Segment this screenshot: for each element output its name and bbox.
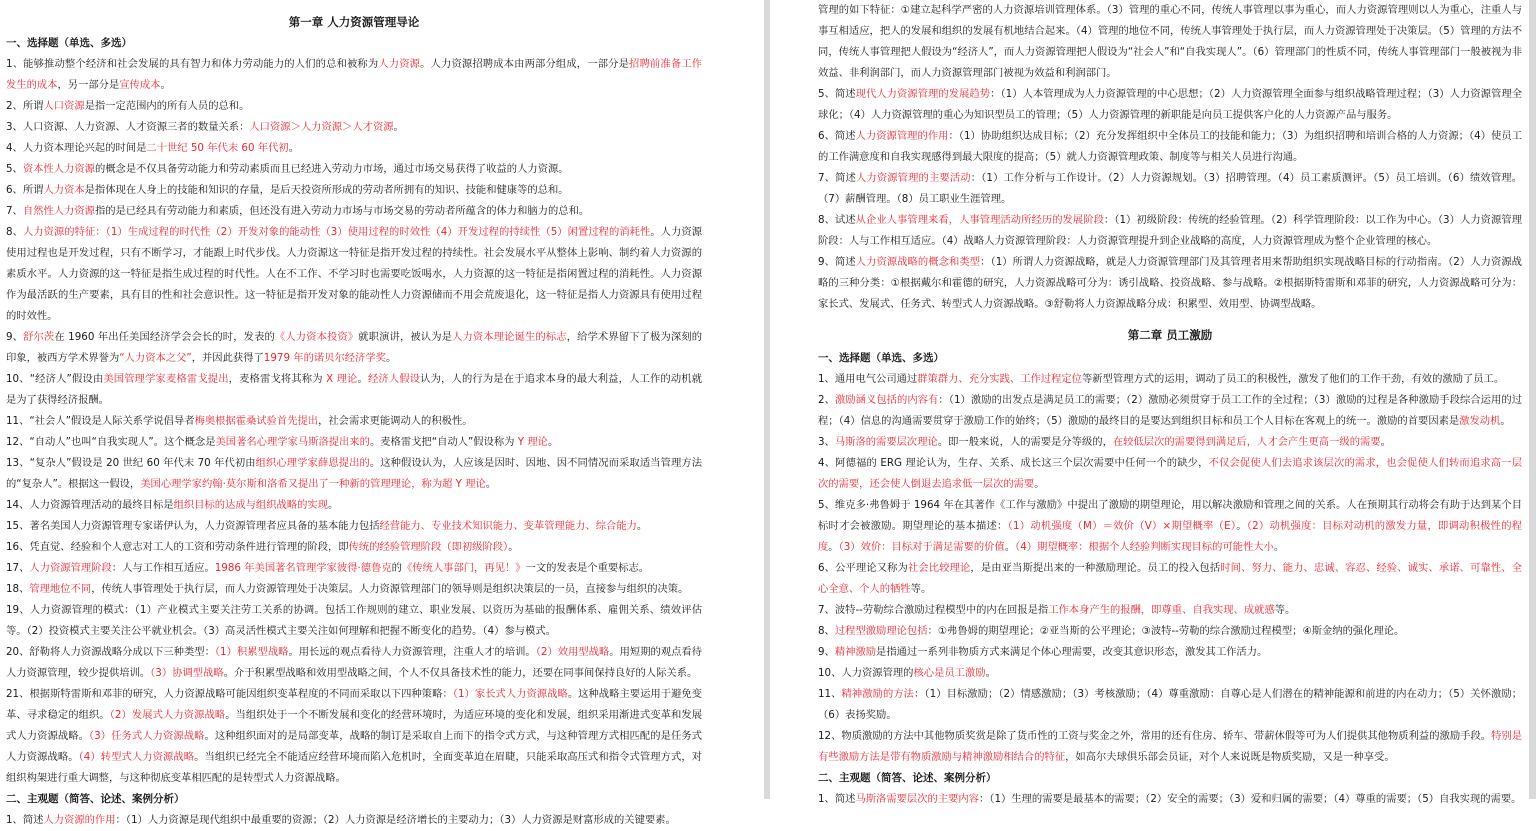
question-text: 。 <box>828 541 839 553</box>
question-text: 等新型管理方式的运用，调动了员工的积极性，激发了他们的工作干劲，有效的激励了员工。 <box>1081 373 1505 385</box>
question-text: 。 <box>160 79 171 91</box>
question-text: 21、根据斯特雷斯和邓菲的研究，人力资源战略可能因组织变革程度的不同而采取以下四种策略： <box>6 688 453 700</box>
question-item <box>818 621 1522 642</box>
highlighted-answer: 舒尔茨 <box>23 331 55 343</box>
subjective-question-list <box>6 810 702 831</box>
question-text: 14、人力资源管理活动的最终目标是 <box>6 499 174 511</box>
question-text: 。 <box>985 667 996 679</box>
highlighted-answer: （2）发展式人力资源战略 <box>109 709 226 721</box>
question-text: ：（1）激励的出发点是满足员工的需要；（2）激励必须贯穿于员工工作的全过程；（3）激励的过程是各种激励手段综合运用的过程；（4）信息的沟通需要贯穿于激励工作的始终；（5）激励的最终目的是要达到组织目标和员工个人目标在客观上的统一。激励的首要因素是 <box>818 394 1523 427</box>
question-text: 6、公平理论又称为 <box>818 562 908 574</box>
question-item <box>818 558 1522 600</box>
question-text: 5、维克多·弗鲁姆于 1964 年在其著作《工作与激励》中提出了激励的期望理论，用以解决激励和管理之间的关系。人在预期其行动将会有助于达到某个目标时才会被激励。期望理论的基本描述： <box>818 499 1522 532</box>
question-text: 。 <box>485 478 497 490</box>
highlighted-answer: 经营能力、专业技术知识能力、变革管理能力、综合能力 <box>379 520 637 532</box>
highlighted-answer: 《传统人事部门，再见！》 <box>401 562 526 574</box>
question-item <box>818 252 1522 315</box>
highlighted-answer: 宣传成本 <box>119 79 161 91</box>
question-item <box>6 117 702 138</box>
question-text: 2、所谓 <box>6 100 44 112</box>
highlighted-answer: “人力资本之父” <box>119 352 192 364</box>
question-item <box>6 369 702 411</box>
highlighted-answer: 人口资源＞人力资源＞人才资源 <box>249 121 394 133</box>
question-text: 15、著名美国人力资源管理专家诺伊认为，人力资源管理者应具备的基本能力包括 <box>6 520 380 532</box>
question-text: 7、波特--劳勒综合激励过程模型中的内在回报是指 <box>818 604 1049 616</box>
question-item <box>818 642 1522 663</box>
question-text: 。介于积累型战略和效用型战略之间，个人不仅具备技术性的能力，还要在同事间保持良好的人际关系。 <box>223 667 698 679</box>
question-item <box>818 210 1522 252</box>
highlighted-answer: （1）家长式人力资源战略 <box>452 688 568 700</box>
highlighted-answer: 精神激励的方法 <box>841 688 915 700</box>
question-text: 是指通过一系列非物质方式来满足个体心理需要，改变其意识形态，激发其工作活力。 <box>876 646 1268 658</box>
question-text: 。 <box>1273 541 1285 553</box>
question-text: 8、 <box>6 226 23 238</box>
question-text: ，如高尔夫球俱乐部会员证，对个人来说既是物质奖励，又是一种享受。 <box>1065 751 1395 763</box>
question-text: 17、 <box>6 562 30 574</box>
question-item <box>6 54 702 96</box>
highlighted-answer: 群策群力、充分实践、工作过程定位 <box>917 373 1082 385</box>
scrollbar-track[interactable] <box>1529 0 1536 799</box>
question-item <box>818 495 1522 558</box>
question-text: ，并因此获得了 <box>191 352 264 364</box>
question-text: 8、试述 <box>818 214 856 226</box>
question-text: 9、 <box>6 331 24 343</box>
question-text: ，是由亚当斯提出来的一种激励理论。员工的投入包括 <box>970 562 1221 574</box>
highlighted-answer: 时间、努力、能力、忠诚、容忍、经验、诚实、承诺、可靠性、全心全意、个人的牺牲 <box>818 562 1523 595</box>
question-text: 13、“复杂人”假设是 20 世纪 60 年代末 70 年代初由 <box>6 457 256 469</box>
question-item <box>6 96 702 117</box>
question-text: 一文的发表是个重要标志。 <box>525 562 650 574</box>
question-text: ：（1）初级阶段：传统的经验管理。（2）科学管理阶段：以工作为中心。（3）人力资源管理阶段：人与工作相互适应。（4）战略人力资源管理阶段：人力资源管理提升到企业战略的高度，人力资源管理成为整个企业管理的核心。 <box>818 214 1523 247</box>
question-text: 。 <box>1004 541 1016 553</box>
highlighted-answer: 1986 年美国著名管理学家彼得·德鲁克 <box>214 562 392 574</box>
highlighted-answer: 核心是员工激励 <box>913 667 986 679</box>
question-text: 4、阿德福的 ERG 理论认为，生存、关系、成长这三个层次需要中任何一个的缺少， <box>818 457 1209 469</box>
question-item <box>818 0 1522 84</box>
question-text: 。 <box>288 142 299 154</box>
question-list <box>818 369 1522 768</box>
highlighted-answer: 现代人力资源管理的发展趋势 <box>855 88 991 100</box>
question-item <box>6 579 702 600</box>
question-text: 11、 <box>818 688 842 700</box>
question-text: 2、 <box>818 394 835 406</box>
question-text: 19、人力资源管理的模式：（1）产业模式主要关注劳工关系的协调。包括工作规则的建立、职业发展、以资历为基础的报酬体系、雇佣关系、绩效评估等。（2）投资模式主要关注公平就业机会。（3）高灵活性模式主要关注如何理解和把握不断变化的趋势。（4）参与模式。 <box>6 604 702 637</box>
question-text: ：（1）所谓人力资源战略，就是人力资源管理部门及其管理者用来帮助组织实现战略目标的行动指南。（2）人力资源战略的三种分类：①根据戴尔和霍德的研究，人力资源战略可分为：诱引战略、投资战略、参与战略。②根据斯特雷斯和邓菲的研究，人力资源战略可分为：家长式、发展式、任务式、转型式人力资源战略。③舒勒将人力资源战略分成：积累型、效用型、协调型战略。 <box>818 256 1522 310</box>
right-document-page <box>812 0 1528 805</box>
question-item <box>818 432 1522 453</box>
question-text: 认为，人的行为是在于追求本身的最大利益，人工作的动机就是为了获得经济报酬。 <box>6 373 703 406</box>
question-text: ，给学术界留下了极为深刻的印象，被西方学术界誉为 <box>6 331 703 364</box>
question-text: ：（1）人力资源是现代组织中最重要的资源；（2）人力资源是经济增长的主要动力；（3）人力资源是财富形成的关键要素。 <box>115 814 676 826</box>
question-text: 8、 <box>818 625 835 637</box>
highlighted-answer: （1）动机强度（M）＝效价（V）×期望概率（E） <box>1007 520 1237 532</box>
highlighted-answer: 激励涵义包括的内容有 <box>834 394 939 406</box>
highlighted-answer: 梅奥根据霍桑试验首先提出 <box>194 415 319 427</box>
section-heading-subjective: 二、主观题（简答、论述、案例分析） <box>6 793 185 805</box>
question-text: 5、 <box>6 163 23 175</box>
question-text: ，另一部分是 <box>57 79 120 91</box>
question-text: 20、舒勒将人力资源战略分成以下三种类型： <box>6 646 215 658</box>
question-text: ：（1）工作分析与工作设计。（2）人力资源规划。（3）招聘管理。（4）员工素质测评。（5）员工培训。（6）绩效管理。（7）薪酬管理。（8）员工职业生涯管理。 <box>818 172 1523 205</box>
highlighted-answer: 传统的经验管理阶段（即初级阶段） <box>348 541 509 553</box>
question-text: 6、简述 <box>818 130 856 142</box>
question-text: 是指一定范围内的所有人员的总和。 <box>84 100 250 112</box>
highlighted-answer: 马斯洛的需要层次理论 <box>834 436 938 448</box>
continued-question-list <box>818 0 1522 315</box>
highlighted-answer: 不仅会促使人们去追求该层次的需求，也会促使人们转而追求高一层次的需要，还会使人倒退去追求低一层次的需要 <box>818 457 1522 490</box>
question-text: 。 <box>1500 415 1511 427</box>
question-text: 10、人力资源管理的 <box>818 667 914 679</box>
question-text: 。 <box>1236 520 1247 532</box>
question-text: ：（1）生理的需要是最基本的需要；（2）安全的需要；（3）爱和归属的需要；（4）尊重的需要；（5）自我实现的需要。 <box>979 793 1522 805</box>
question-item <box>6 138 702 159</box>
highlighted-answer: 经济人假设 <box>367 373 421 385</box>
highlighted-answer: 社会比较理论 <box>907 562 971 574</box>
highlighted-answer: 人力资源管理的主要活动 <box>855 172 971 184</box>
question-text: 1、能够推动整个经济和社会发展的具有智力和体力劳动能力的人们的总和被称为 <box>6 58 379 70</box>
question-text: 。这种组织面对的是局部变革，战略的制订是采取自上而下的指令式方式，与这种管理方式相匹配的是任务式人力资源战略。 <box>6 730 703 763</box>
highlighted-answer: 人力资本理论诞生的标志 <box>452 331 567 343</box>
question-text: 的概念是不仅具备劳动能力和劳动素质而且已经进入劳动力市场，通过市场交易获得了收益的人力资源。 <box>94 163 569 175</box>
question-text: 。 <box>328 499 339 511</box>
question-text: 7、简述 <box>818 172 856 184</box>
question-item <box>6 432 702 453</box>
highlighted-answer: （2）动机强度：目标对动机的激发力量，即调动积极性的程度 <box>818 520 1523 553</box>
question-text: 11、“社会人”假设是人际关系学说倡导者 <box>6 415 195 427</box>
question-text: 12、“自动人”也叫“自我实现人”。这个概念是 <box>6 436 216 448</box>
highlighted-answer: 组织心理学家薛恩提出的 <box>255 457 370 469</box>
section-heading-choice: 一、选择题（单选、多选） <box>6 37 132 49</box>
question-text: 就职演讲，被认为是 <box>358 331 453 343</box>
highlighted-answer: 激发动机 <box>1459 415 1501 427</box>
highlighted-answer: 人力资源管理的作用 <box>855 130 949 142</box>
highlighted-answer: 组织目标的达成与组织战略的实现 <box>173 499 329 511</box>
left-document-page <box>0 0 708 826</box>
question-text: 7、 <box>6 205 23 217</box>
highlighted-answer: 精神激励 <box>834 646 877 658</box>
question-item <box>6 453 702 495</box>
question-text: 1、简述 <box>818 793 856 805</box>
highlighted-answer: 人口资源 <box>43 100 85 112</box>
question-text: 是指体现在人身上的技能和知识的存量，是后天投资所形成的劳动者所拥有的知识、技能和健康等的总和。 <box>84 184 569 196</box>
highlighted-answer: Y 理论 <box>517 436 548 448</box>
highlighted-answer: （2）效用型战略 <box>535 646 610 658</box>
question-text: 12、物质激励的方法中其他物质奖赏是除了货币性的工资与奖金之外，常用的还有住房、轿车、带薪休假等可为人们提供其他物质利益的激励手段。 <box>818 730 1492 742</box>
question-text: 。即一般来说，人的需要是分等级的， <box>937 436 1113 448</box>
question-text: 。这种假设认为，人应该是因时、因地、因不同情况而采取适当管理方法的“复杂人”。根据这一假设， <box>6 457 703 490</box>
question-text: 10、“经济人”假设由 <box>6 373 104 385</box>
question-item <box>6 201 702 222</box>
highlighted-answer: 从企业人事管理来看，人事管理活动所经历的发展阶段 <box>855 214 1104 226</box>
highlighted-answer: 资本性人力资源 <box>22 163 95 175</box>
highlighted-answer: 自然性人力资源 <box>22 205 95 217</box>
highlighted-answer: 人力资源 <box>378 58 421 70</box>
question-text: 。用短期的观点看待人力资源管理，较少提供培训。 <box>6 646 703 679</box>
highlighted-answer: 美国心理学家约翰·莫尔斯和洛希又提出了一种新的管理理论，称为超 Y 理论 <box>140 478 486 490</box>
question-text: ：（1）协助组织达成目标；（2）充分发挥组织中全体员工的技能和能力；（3）为组织招聘和培训合格的人力资源；（4）使员工的工作满意度和自我实现感得到最大限度的提高；（5）就人力资源管理政策、制度等与相关人员进行沟通。 <box>818 130 1522 163</box>
highlighted-answer: X 理论 <box>326 373 358 385</box>
question-text: 16、凭直觉、经验和个人意志对工人的工资和劳动条件进行管理的阶段，即 <box>6 541 349 553</box>
question-text: 在 1960 年出任美国经济学会会长的时，发表的 <box>54 331 275 343</box>
question-text: 。 <box>393 121 404 133</box>
question-text: 。 <box>636 520 648 532</box>
question-item <box>6 327 702 369</box>
highlighted-answer: （3）效价：目标对于满足需要的价值 <box>838 541 1005 553</box>
question-item <box>6 516 702 537</box>
highlighted-answer: 招聘前准备工作发生的成本 <box>6 58 703 91</box>
highlighted-answer: 1979 年的诺贝尔经济学奖 <box>263 352 386 364</box>
question-text: 等。 <box>1274 604 1296 616</box>
question-text: 。 <box>1380 436 1391 448</box>
highlighted-answer: （4）期望概率：根据个人经验判断实现目标的可能性大小 <box>1015 541 1274 553</box>
question-text: 1、通用电气公司通过 <box>818 373 918 385</box>
highlighted-answer: 过程型激励理论包括 <box>834 625 928 637</box>
section-heading-subjective: 二、主观题（简答、论述、案例分析） <box>818 772 997 784</box>
question-item <box>6 537 702 558</box>
question-text: 4、人力资本理论兴起的时间是 <box>6 142 147 154</box>
question-text: ：（1）目标激励；（2）情感激励；（3）考核激励；（4）尊重激励：自尊心是人们潜在的精神能源和前进的内在动力；（5）关怀激励；（6）表扬奖励。 <box>818 688 1522 721</box>
highlighted-answer: （3）任务式人力资源战略 <box>88 730 205 742</box>
highlighted-answer: 美国著名心理学家马斯洛提出来的 <box>215 436 370 448</box>
question-item <box>6 159 702 180</box>
question-text: ，社会需求更能调动人的积极性。 <box>318 415 473 427</box>
question-text: 等。 <box>910 583 932 595</box>
question-text: 。麦格雷戈把“自动人”假设称为 <box>369 436 518 448</box>
question-text: 9、简述 <box>818 256 856 268</box>
page-gap-divider <box>764 0 770 799</box>
highlighted-answer: 《人力资本投资》 <box>274 331 359 343</box>
question-text: 。用长远的观点看待人力资源管理，注重人才的培训。 <box>288 646 536 658</box>
chapter-2-title: 第二章 员工激励 <box>1127 328 1213 342</box>
highlighted-answer: 美国管理学家麦格雷戈提出 <box>103 373 229 385</box>
highlighted-answer: （4）转型式人力资源战略 <box>78 751 195 763</box>
question-text: ，麦格雷戈将其称为 <box>228 373 327 385</box>
question-item <box>6 222 702 327</box>
question-text: 18、 <box>6 583 30 595</box>
highlighted-answer: 人力资源的作用 <box>43 814 116 826</box>
question-text: 3、人口资源、人力资源、人才资源三者的数量关系： <box>6 121 250 133</box>
highlighted-answer: 在较低层次的需要得到满足后，人才会产生更高一级的需要 <box>1112 436 1381 448</box>
question-item <box>818 684 1522 726</box>
question-item <box>818 84 1522 126</box>
question-item <box>6 180 702 201</box>
question-item <box>818 600 1522 621</box>
question-text: 6、所谓 <box>6 184 44 196</box>
question-item <box>818 126 1522 168</box>
chapter-1-title: 第一章 人力资源管理导论 <box>288 15 420 29</box>
question-item <box>6 600 702 642</box>
highlighted-answer: （1）积累型战略 <box>214 646 289 658</box>
question-text: ：人与工作相互适应。 <box>111 562 215 574</box>
highlighted-answer: 人力资源战略的概念和类型 <box>855 256 981 268</box>
question-item <box>818 453 1522 495</box>
question-text: 3、 <box>818 436 835 448</box>
question-item <box>818 726 1522 768</box>
question-text: 。当组织已经完全不能适应经营环境而陷入危机时，全面变革迫在眉睫，只能采取高压式和指令式管理方式，对组织构架进行重大调整，与这种彻底变革相匹配的是转型式人力资源战略。 <box>6 751 703 784</box>
highlighted-answer: （3）协调型战略 <box>150 667 224 679</box>
question-text: 9、 <box>818 646 835 658</box>
question-item <box>6 810 702 831</box>
question-item <box>6 684 702 789</box>
highlighted-answer: 人力资源的特征：（1）生成过程的时代性（2）开发对象的能动性（3）使用过程的时效性（4）开发过程的持续性（5）闲置过程的消耗性 <box>22 226 651 238</box>
question-text: 。 <box>1034 478 1045 490</box>
question-text: ：①弗鲁姆的期望理论；②亚当斯的公平理论；③波特--劳勒的综合激励过程模型；④斯金纳的强化理论。 <box>927 625 1405 637</box>
question-text: ，传统人事管理处于执行层，而人力资源管理处于决策层。人力资源管理部门的领导则是组织决策层的一员，直接参与组织的决策。 <box>91 583 689 595</box>
highlighted-answer: 二十世纪 50 年代末 60 年代初 <box>146 142 289 154</box>
question-text: 。 <box>547 436 559 448</box>
question-item <box>818 789 1522 810</box>
question-text: ：（1）人本管理成为人力资源管理的中心思想；（2）人力资源管理全面参与组织战略管理过程；（3）人力资源管理全球化；（4）人力资源管理的重心为知识型员工的管理；（5）人力资源管理的新职能是向员工提供客户化的人力资源产品与服务。 <box>818 88 1522 121</box>
question-text: 。人力资源招聘成本由两部分组成，一部分是 <box>420 58 630 70</box>
question-text: 指的是已经具有劳动能力和素质，但还没有进入劳动力市场与市场交易的劳动者所蕴含的体力和脑力的总和。 <box>94 205 590 217</box>
subjective-question-list <box>818 789 1522 810</box>
question-text: 的 <box>391 562 402 574</box>
question-item <box>818 369 1522 390</box>
question-text: 1、简述 <box>6 814 44 826</box>
question-item <box>6 411 702 432</box>
highlighted-answer: 人力资源管理阶段 <box>29 562 112 574</box>
section-heading-choice: 一、选择题（单选、多选） <box>818 352 944 364</box>
highlighted-answer: 工作本身产生的报酬，即尊重、自我实现、成就感 <box>1048 604 1275 616</box>
highlighted-answer: 人力资本 <box>43 184 85 196</box>
question-text: 。当组织处于一个不断发展和变化的经营环境时，为适应环境的变化和发展，组织采用渐进式变革和发展式人力资源战略。 <box>6 709 703 742</box>
question-text: 。 <box>508 541 519 553</box>
question-item <box>818 663 1522 684</box>
highlighted-answer: 特别是有些激励方法是带有物质激励与精神激励相结合的特征 <box>818 730 1522 763</box>
highlighted-answer: 马斯洛需要层次的主要内容 <box>855 793 980 805</box>
question-text: 。 <box>385 352 397 364</box>
question-list <box>6 54 702 789</box>
question-item <box>6 642 702 684</box>
question-text: 。人力资源使用过程也是开发过程，只有不断学习，才能跟上时代步伐。人力资源这一特征是指开发过程的持续性。社会发展水平从整体上影响、制约着人力资源的素质水平。人力资源的这一特征是指生成过程的时代性。人在不工作、不学习时也需要吃饭喝水，人力资源的这一特征是指闲置过程的消耗性。人力资源作为最活跃的生产要素，具有目的性和社会意识性。这一特征是指开发对象的能动性人力资源储而不用会荒废退化，这一特征是指人力资源具有使用过程的时效性。 <box>6 226 702 322</box>
question-item <box>818 168 1522 210</box>
question-item <box>6 558 702 579</box>
question-text: 管理的如下特征：①建立起科学严密的人力资源培训管理体系。（3）管理的重心不同，传统人事管理以事为重心，而人力资源管理则以人为重心，注重人与事互相适应，把人的发展和组织的发展有机地结合起来。（4）管理的地位不同，传统人事管理处于执行层，而人力资源管理处于决策层。（5）管理的方法不同，传统人事管理把人假设为“经济人”，而人力资源管理把人假设为“社会人”和“自我实现人”。（6）管理部门的性质不同，传统人事管理部门一般被视为非效益、非利润部门，而人力资源管理部门被视为效益和利润部门。 <box>818 4 1522 79</box>
question-item <box>6 495 702 516</box>
question-text: 5、简述 <box>818 88 856 100</box>
question-item <box>818 390 1522 432</box>
highlighted-answer: 管理地位不同 <box>29 583 92 595</box>
question-text: 。 <box>357 373 368 385</box>
question-text: 。这种战略主要运用于避免变革、寻求稳定的组织。 <box>6 688 703 721</box>
